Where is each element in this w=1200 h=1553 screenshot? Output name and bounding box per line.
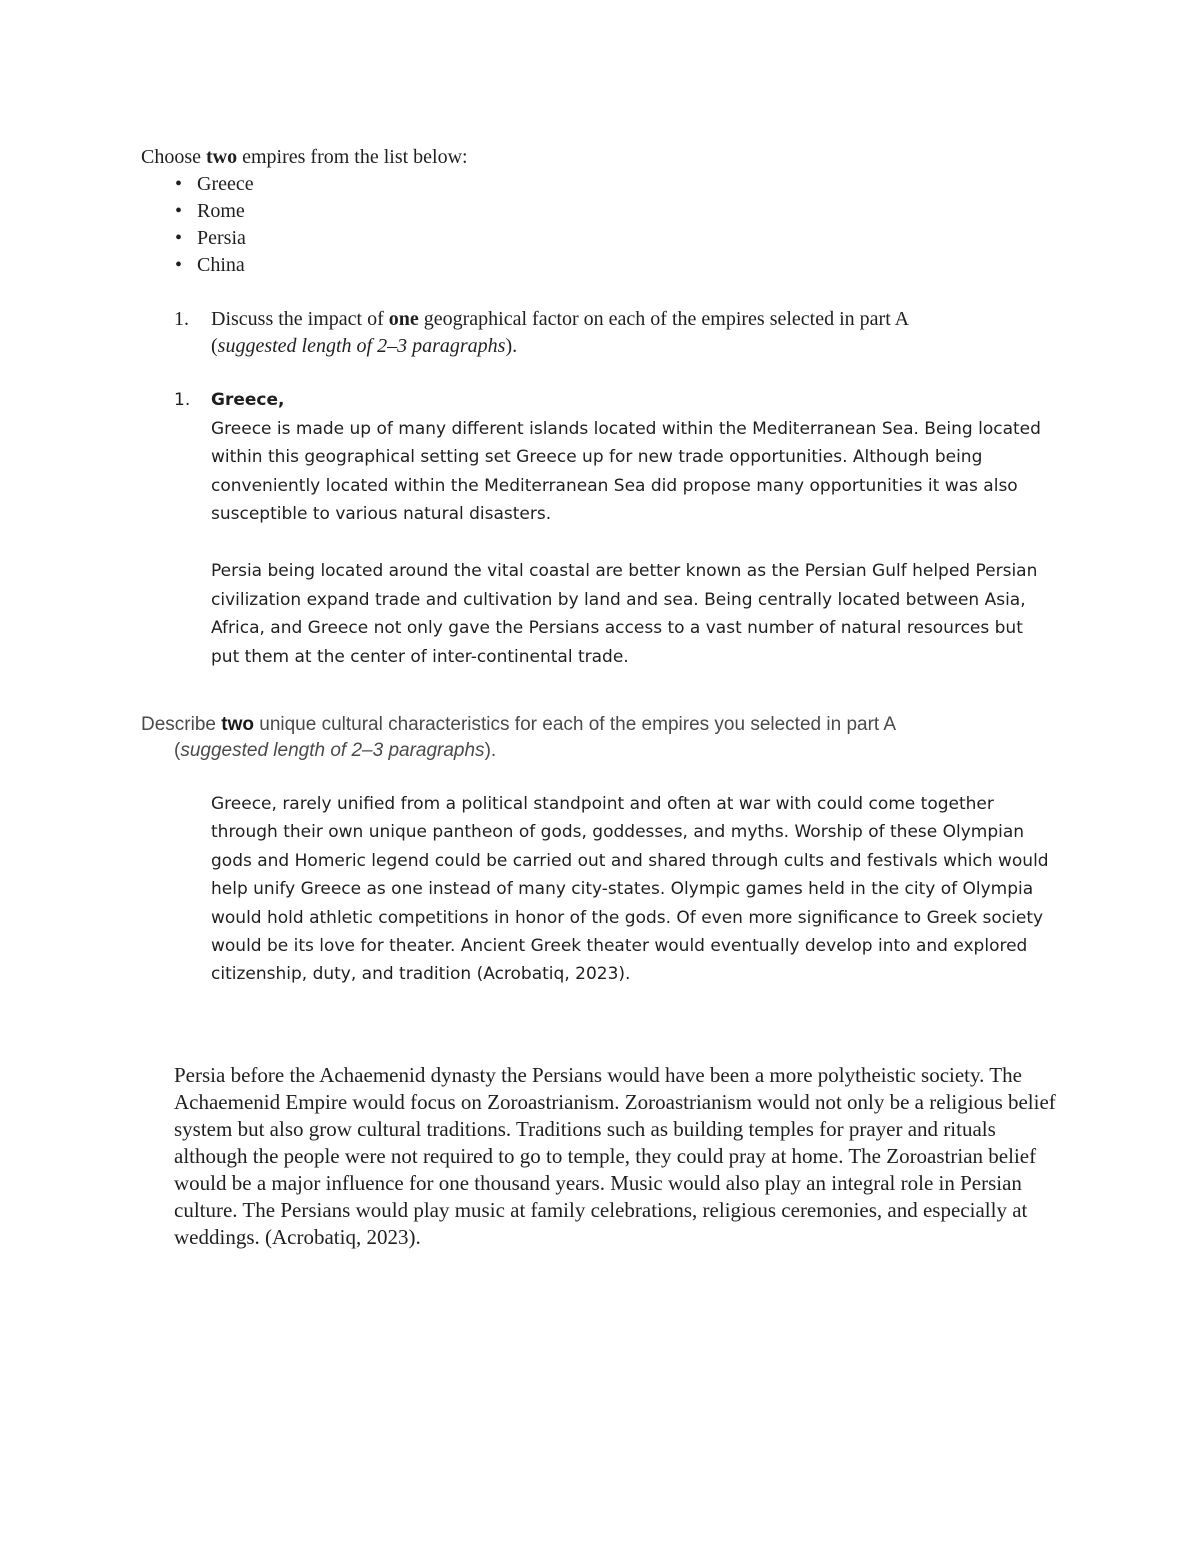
bullet-icon: •	[175, 200, 183, 222]
question-2-suffix: unique cultural characteristics for each of the empires you selected in part A	[253, 714, 897, 735]
question-2-note-line	[141, 738, 1001, 764]
intro-instruction	[141, 144, 468, 171]
intro-block	[141, 144, 468, 279]
intro-prefix: Choose	[141, 146, 206, 168]
answer-2-greece-paragraph: Greece, rarely unified from a political standpoint and often at war with could come together through their own unique pantheon of gods, goddesses, and myths. Worship of these Olympian gods and Homeric legend could be carried out and shared through cults and festivals which would help unify Greece as one instead of many city-states. Olympic games held in the city of Olympia would hold athletic competitions in honor of the gods. Of even more significance to Greek society would be its love for theater. Ancient Greek theater would eventually develop into and explored citizenship, duty, and tradition (Acrobatiq, 2023).	[211, 794, 1049, 985]
bullet-icon: •	[175, 227, 183, 249]
question-1	[174, 306, 1074, 360]
answer-1	[174, 386, 1054, 671]
question-1-note-open: (	[211, 335, 218, 357]
paragraph-spacer	[211, 529, 1054, 558]
question-2	[141, 712, 1001, 764]
answer-1-heading: Greece,	[211, 390, 285, 410]
question-1-text	[211, 306, 1074, 360]
answer-1-greece-paragraph: Greece is made up of many different islands located within the Mediterranean Sea. Being located within this geographical setting set Greece up for new trade opportunities. Although being conveniently located within the Mediterranean Sea did propose many opportunities it was also susceptible to various natural disasters.	[211, 418, 1041, 524]
bullet-icon: •	[175, 173, 183, 195]
empire-name: Persia	[197, 227, 246, 249]
bullet-icon: •	[175, 254, 183, 276]
intro-suffix: empires from the list below:	[237, 146, 468, 168]
empire-name: Greece	[197, 173, 254, 195]
question-2-note: suggested length of 2–3 paragraphs	[180, 740, 485, 761]
answer-2-persia-paragraph: Persia before the Achaemenid dynasty the Persians would have been a more polytheistic society. The Achaemenid Empire would focus on Zoroastrianism. Zoroastrianism would not only be a religious belief system but also grow cultural traditions. Traditions such as building temples for prayer and rituals although the people were not required to go to temple, they could pray at home. The Zoroastrian belief would be a major influence for one thousand years. Music would also play an integral role in Persian culture. The Persians would play music at family celebrations, religious ceremonies, and especially at weddings. (Acrobatiq, 2023).	[174, 1063, 1056, 1249]
question-1-suffix: geographical factor on each of the empires selected in part A	[418, 308, 910, 330]
question-1-note-close: ).	[505, 335, 518, 357]
answer-2-persia	[174, 1062, 1064, 1251]
empire-list-item	[175, 198, 468, 225]
question-1-number: 1.	[174, 308, 189, 330]
intro-emphasis: two	[206, 146, 238, 168]
empire-list-item	[175, 225, 468, 252]
answer-2-greece	[211, 790, 1061, 989]
answer-1-number: 1.	[174, 390, 191, 410]
question-1-emphasis: one	[388, 308, 419, 330]
question-1-prefix: Discuss the impact of	[211, 308, 389, 330]
question-1-note: suggested length of 2–3 paragraphs	[217, 335, 506, 357]
empire-name: China	[197, 254, 245, 276]
question-2-prefix: Describe	[141, 714, 222, 735]
empire-list	[141, 171, 468, 279]
question-2-emphasis: two	[221, 714, 254, 735]
question-2-note-open: (	[174, 740, 181, 761]
answer-1-persia-paragraph: Persia being located around the vital coastal are better known as the Persian Gulf helped Persian civilization expand trade and cultivation by land and sea. Being centrally located between Asia, Africa, and Greece not only gave the Persians access to a vast number of natural resources but put them at the center of inter-continental trade.	[211, 561, 1038, 667]
empire-list-item	[175, 171, 468, 198]
question-2-note-close: ).	[484, 740, 497, 761]
empire-name: Rome	[197, 200, 245, 222]
empire-list-item	[175, 252, 468, 279]
answer-1-content	[211, 386, 1054, 671]
